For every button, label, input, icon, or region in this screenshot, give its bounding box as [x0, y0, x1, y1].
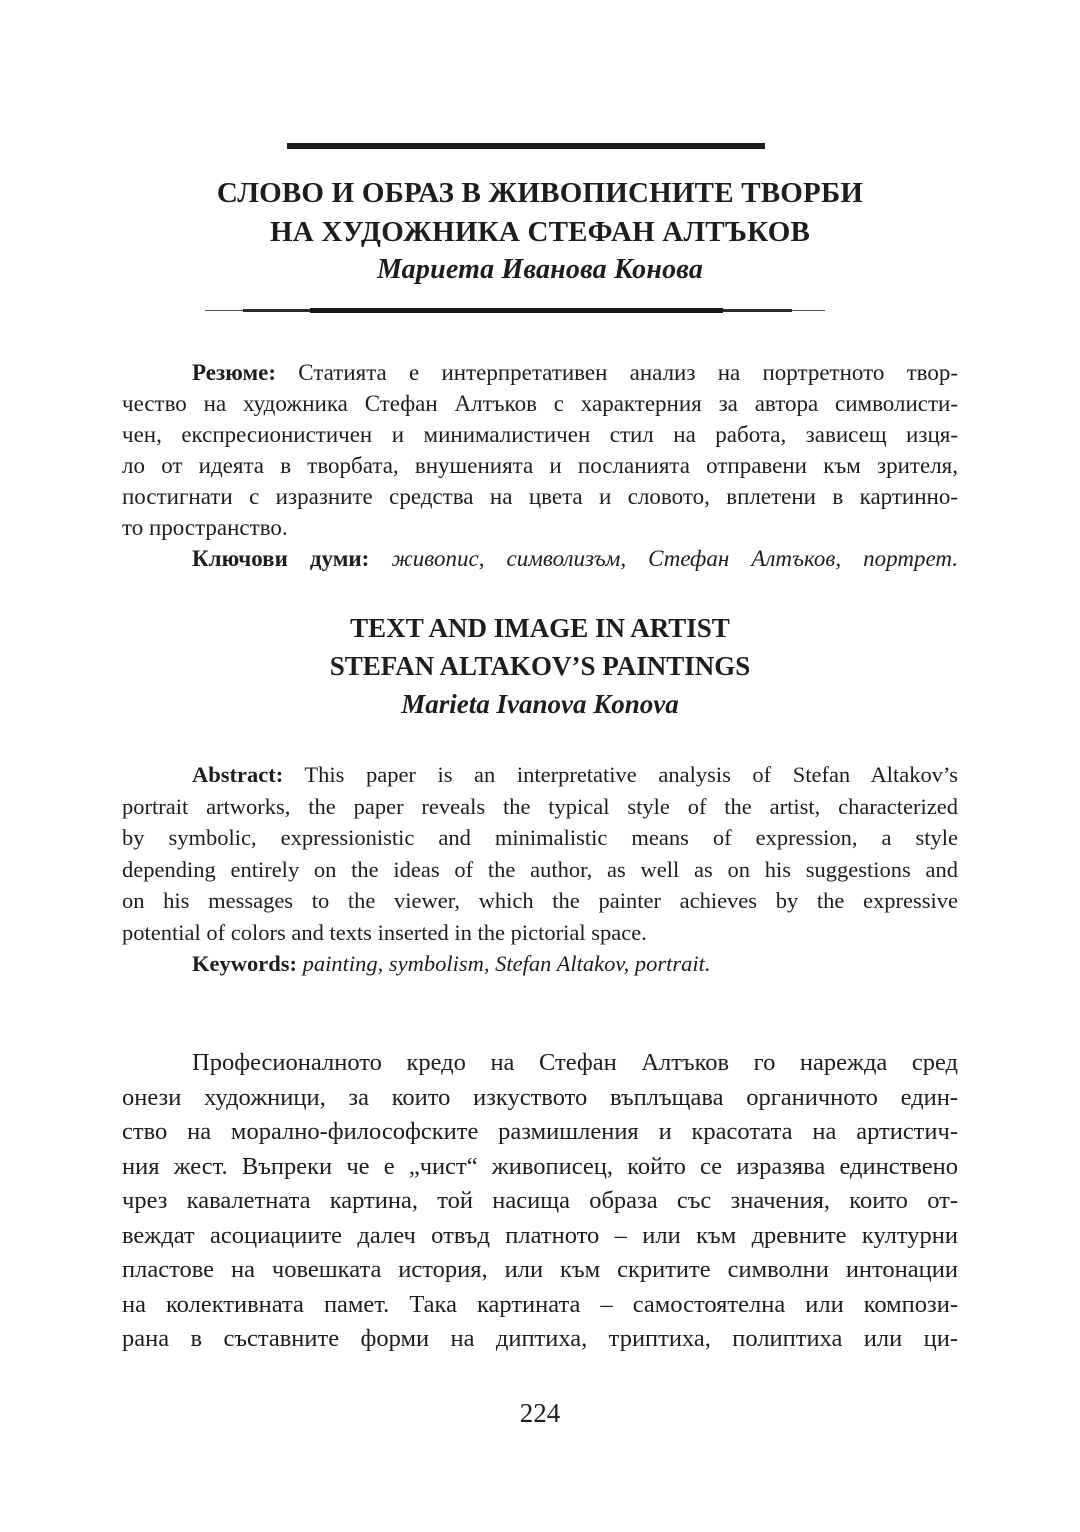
text-line: чрез кавалетната картина, той насища образа със значения, които от-: [122, 1187, 958, 1214]
page-number: 224: [519, 1398, 561, 1428]
abstract-bg-lines: [122, 388, 958, 543]
abstract-en-label: Abstract:: [192, 762, 284, 787]
text-line: by symbolic, expressionistic and minimalistic means of expression, a style: [122, 825, 958, 850]
abstract-english: [122, 759, 958, 980]
abstract-bg-first-line-text: Статията е интерпретативен анализ на портретното твор-: [298, 360, 958, 385]
abstract-bg-label: Резюме:: [192, 360, 277, 385]
text-line: постигнати с изразните средства на цвета и словото, вплетени в картинно-: [122, 484, 958, 509]
text-line: то пространство.: [122, 515, 288, 540]
text-line: онези художници, за които изкуството въплъщава органичното един-: [122, 1083, 958, 1111]
text-line: рана в съставните форми на диптиха, триптиха, полиптиха или ци-: [122, 1325, 958, 1352]
title-en-line-2: STEFAN ALTAKOV’S PAINTINGS: [329, 651, 751, 681]
abstract-bulgarian: [122, 357, 958, 574]
text-line: portrait artworks, the paper reveals the typical style of the artist, characterized: [122, 793, 958, 819]
text-line: ство на морално-философските размишления и красотата на артистич-: [122, 1118, 958, 1145]
abstract-en-lines: [122, 791, 958, 949]
keywords-bg-text: живопис, символизъм, Стефан Алтъков, портрет.: [391, 546, 958, 571]
text-line: на колективната памет. Така картината – самостоятелна или компози-: [122, 1290, 958, 1318]
body-first-line: Професионалното кредо на Стефан Алтъков го нарежда сред: [192, 1049, 958, 1076]
top-rule: [287, 143, 765, 149]
keywords-en-label: Keywords:: [192, 951, 297, 976]
text-line: ния жест. Въпреки че е „чист“ живописец, който се изразява единствено: [122, 1152, 958, 1180]
abstract-en-first-line: [122, 759, 958, 791]
article-title-bulgarian: [122, 174, 958, 290]
author-name-bulgarian: Мариета Иванова Конова: [376, 254, 704, 285]
keywords-english-line: [122, 948, 958, 980]
text-line: depending entirely on the ideas of the author, as well as on his suggestions and: [122, 856, 958, 882]
text-line: potential of colors and texts inserted in the pictorial space.: [122, 919, 647, 945]
keywords-en-text: painting, symbolism, Stefan Altakov, portrait.: [302, 951, 711, 976]
text-line: чен, експресионистичен и минималистичен стил на работа, зависещ изця-: [122, 422, 958, 447]
author-name-english: Marieta Ivanova Konova: [401, 689, 679, 719]
text-line: веждат асоциациите далеч отвъд платното – или към древните културни: [122, 1221, 958, 1249]
abstract-bg-first-line: [122, 357, 958, 388]
separator-rule: [205, 307, 825, 314]
text-line: пластове на човешката история, или към скритите символни интонации: [122, 1256, 958, 1283]
title-en-line-1: TEXT AND IMAGE IN ARTIST: [350, 613, 730, 643]
body-lines: [122, 1081, 958, 1357]
title-line-1: СЛОВО И ОБРАЗ В ЖИВОПИСНИТЕ ТВОРБИ: [216, 177, 864, 209]
abstract-en-first-line-text: This paper is an interpretative analysis of Stefan Altakov’s: [304, 762, 958, 787]
body-paragraph: [122, 1046, 958, 1357]
article-title-english: [122, 609, 958, 723]
text-line: чество на художника Стефан Алтъков с характерния за автора символисти-: [122, 391, 958, 416]
keywords-bulgarian-line: [122, 543, 958, 574]
text-line: on his messages to the viewer, which the painter achieves by the expressive: [122, 888, 958, 913]
keywords-bg-label: Ключови думи:: [192, 546, 370, 571]
separator-rule-thick: [310, 308, 723, 313]
text-line: ло от идеята в творбата, внушенията и посланията отправени към зрителя,: [122, 453, 958, 478]
title-line-2: НА ХУДОЖНИКА СТЕФАН АЛТЪКОВ: [270, 215, 810, 248]
